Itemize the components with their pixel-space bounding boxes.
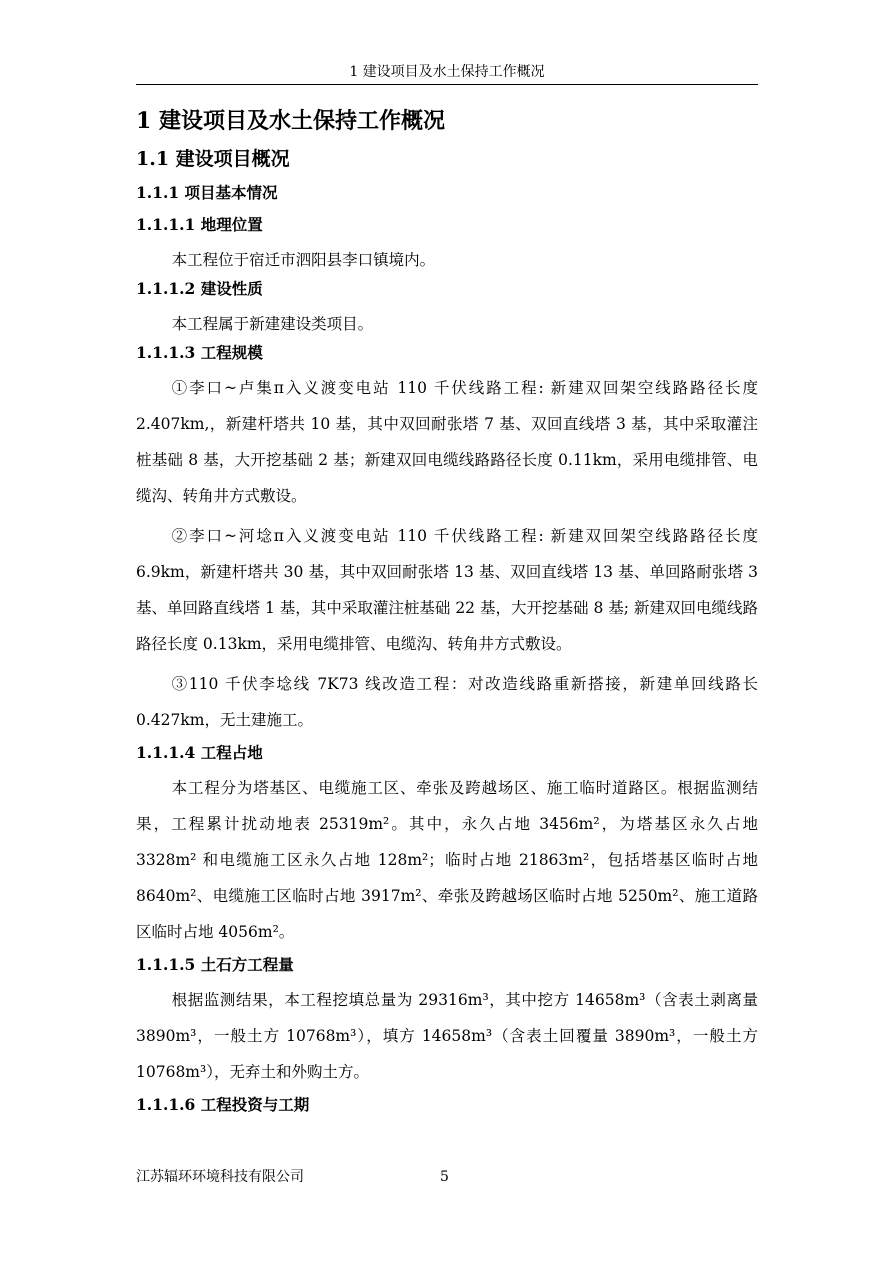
header-divider bbox=[136, 84, 758, 85]
heading-earthwork: 1.1.1.5 土石方工程量 bbox=[136, 955, 294, 974]
page-body bbox=[136, 106, 758, 1122]
paragraph-geographic-location: 本工程位于宿迁市泗阳县李口镇境内。 bbox=[171, 251, 436, 269]
paragraph-construction-nature: 本工程属于新建建设类项目。 bbox=[171, 315, 374, 333]
paragraph-land-occupation: 本工程分为塔基区、电缆施工区、牵张及跨越场区、施工临时道路区。根据监测结果，工程累计扰动地表 25319m²。其中，永久占地 3456m²，为塔基区永久占地 3328m² 和电缆施工区永久占地 128m²；临时占地 21863m²，包括塔基区临时占地 8640m²、电缆施工区临时占地 3917m²、牵张及跨越场区临时占地 5250m²、施工道路区临时占地 4056m²。 bbox=[136, 779, 758, 941]
heading-investment-schedule: 1.1.1.6 工程投资与工期 bbox=[136, 1095, 310, 1114]
heading-land-occupation: 1.1.1.4 工程占地 bbox=[136, 743, 263, 762]
heading-project-scale: 1.1.1.3 工程规模 bbox=[136, 343, 263, 362]
paragraph-scale-line-3: ③110 千伏李埝线 7K73 线改造工程：对改造线路重新搭接，新建单回线路长 0.427km，无土建施工。 bbox=[136, 675, 758, 729]
footer-company: 江苏辐环环境科技有限公司 bbox=[136, 1169, 304, 1185]
heading-geographic-location: 1.1.1.1 地理位置 bbox=[136, 215, 263, 234]
heading-construction-nature: 1.1.1.2 建设性质 bbox=[136, 279, 263, 298]
page-number: 5 bbox=[440, 1169, 449, 1185]
section-title: 1.1 建设项目概况 bbox=[136, 148, 290, 170]
paragraph-earthwork: 根据监测结果，本工程挖填总量为 29316m³，其中挖方 14658m³（含表土剥离量 3890m³，一般土方 10768m³），填方 14658m³（含表土回覆量 3890m³，一般土方 10768m³），无弃土和外购土方。 bbox=[136, 991, 758, 1081]
paragraph-scale-line-2: ②李口~河埝π入义渡变电站 110 千伏线路工程: 新建双回架空线路路径长度 6.9km，新建杆塔共 30 基，其中双回耐张塔 13 基、双回直线塔 13 基、单回路耐张塔 3 基、单回路直线塔 1 基，其中采取灌注桩基础 22 基，大开挖基础 8 基; 新建双回电缆线路路径长度 0.13km，采用电缆排管、电缆沟、转角井方式敷设。 bbox=[136, 527, 758, 653]
page-footer bbox=[136, 1166, 758, 1188]
chapter-title: 1 建设项目及水土保持工作概况 bbox=[136, 108, 445, 134]
subsection-title: 1.1.1 项目基本情况 bbox=[136, 183, 278, 202]
running-header: 1 建设项目及水土保持工作概况 bbox=[349, 64, 545, 80]
paragraph-scale-line-1: ①李口~卢集π入义渡变电站 110 千伏线路工程: 新建双回架空线路路径长度 2.407km,，新建杆塔共 10 基，其中双回耐张塔 7 基、双回直线塔 3 基，其中采取灌注桩基础 8 基，大开挖基础 2 基；新建双回电缆线路路径长度 0.11km，采用电缆排管、电缆沟、转角井方式敷设。 bbox=[136, 379, 758, 505]
